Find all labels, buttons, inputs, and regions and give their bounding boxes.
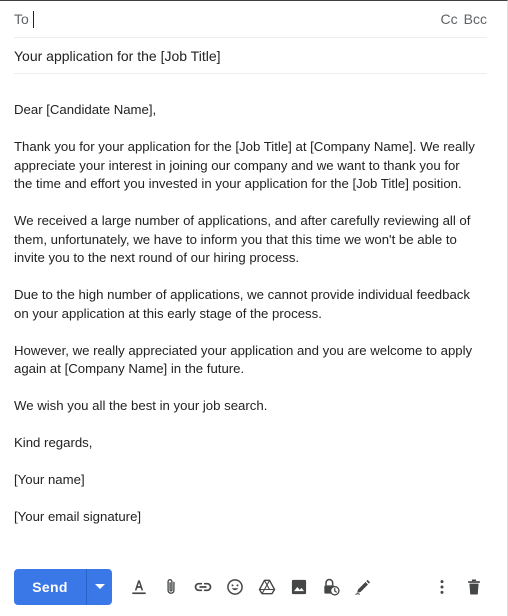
subject-input[interactable] [14, 38, 487, 74]
body-paragraph: We wish you all the best in your job search. [14, 398, 268, 413]
formatting-options-button[interactable] [124, 572, 154, 602]
formatting-icon [129, 577, 149, 597]
body-paragraph: Thank you for your application for the [Job Title] at [Company Name]. We really appreciate your interest in joining our company and we want to thank you for the time and effort you invested in your application for the [Job Title] position. [14, 139, 475, 191]
right-tools [427, 572, 489, 602]
cc-bcc-links [441, 11, 487, 27]
attach-files-button[interactable] [156, 572, 186, 602]
to-label: To [14, 11, 29, 27]
drive-icon [257, 577, 277, 597]
link-icon [193, 577, 213, 597]
trash-icon [464, 577, 484, 597]
caret-down-icon [95, 584, 105, 590]
subject-text: Your application for the [Job Title] [14, 47, 221, 64]
insert-photo-button[interactable] [284, 572, 314, 602]
attach-icon [161, 577, 181, 597]
send-options-button[interactable] [86, 569, 112, 605]
email-signature: [Your email signature] [14, 509, 142, 524]
more-options-button[interactable] [427, 572, 457, 602]
message-body[interactable] [14, 101, 477, 545]
more-options-icon [432, 577, 452, 597]
to-row [14, 1, 487, 38]
insert-link-button[interactable] [188, 572, 218, 602]
send-button-group [14, 569, 112, 605]
discard-draft-button[interactable] [459, 572, 489, 602]
sender-name: [Your name] [14, 472, 85, 487]
insert-signature-button[interactable] [348, 572, 378, 602]
formatting-tools [124, 572, 378, 602]
to-input[interactable] [33, 11, 35, 28]
body-paragraph: Due to the high number of applications, we cannot provide individual feedback on your application at this early stage of the process. [14, 287, 470, 321]
emoji-icon [225, 577, 245, 597]
to-field-wrapper [14, 11, 35, 28]
photo-icon [289, 577, 309, 597]
sign-off: Kind regards, [14, 435, 93, 450]
body-paragraph: We received a large number of applications, and after carefully reviewing all of them, unfortunately, we have to inform you that this time we won't be able to invite you to the next round of our hiring process. [14, 213, 471, 265]
bcc-link[interactable]: Bcc [463, 11, 487, 27]
signature-icon [353, 577, 373, 597]
insert-drive-button[interactable] [252, 572, 282, 602]
confidential-mode-button[interactable] [316, 572, 346, 602]
greeting: Dear [Candidate Name], [14, 102, 157, 117]
insert-emoji-button[interactable] [220, 572, 250, 602]
confidential-icon [321, 577, 341, 597]
compose-toolbar [14, 569, 489, 605]
body-paragraph: However, we really appreciated your application and you are welcome to apply again at [Company Name] in the future. [14, 342, 473, 376]
send-button[interactable]: Send [14, 569, 86, 605]
cc-link[interactable]: Cc [440, 11, 458, 27]
